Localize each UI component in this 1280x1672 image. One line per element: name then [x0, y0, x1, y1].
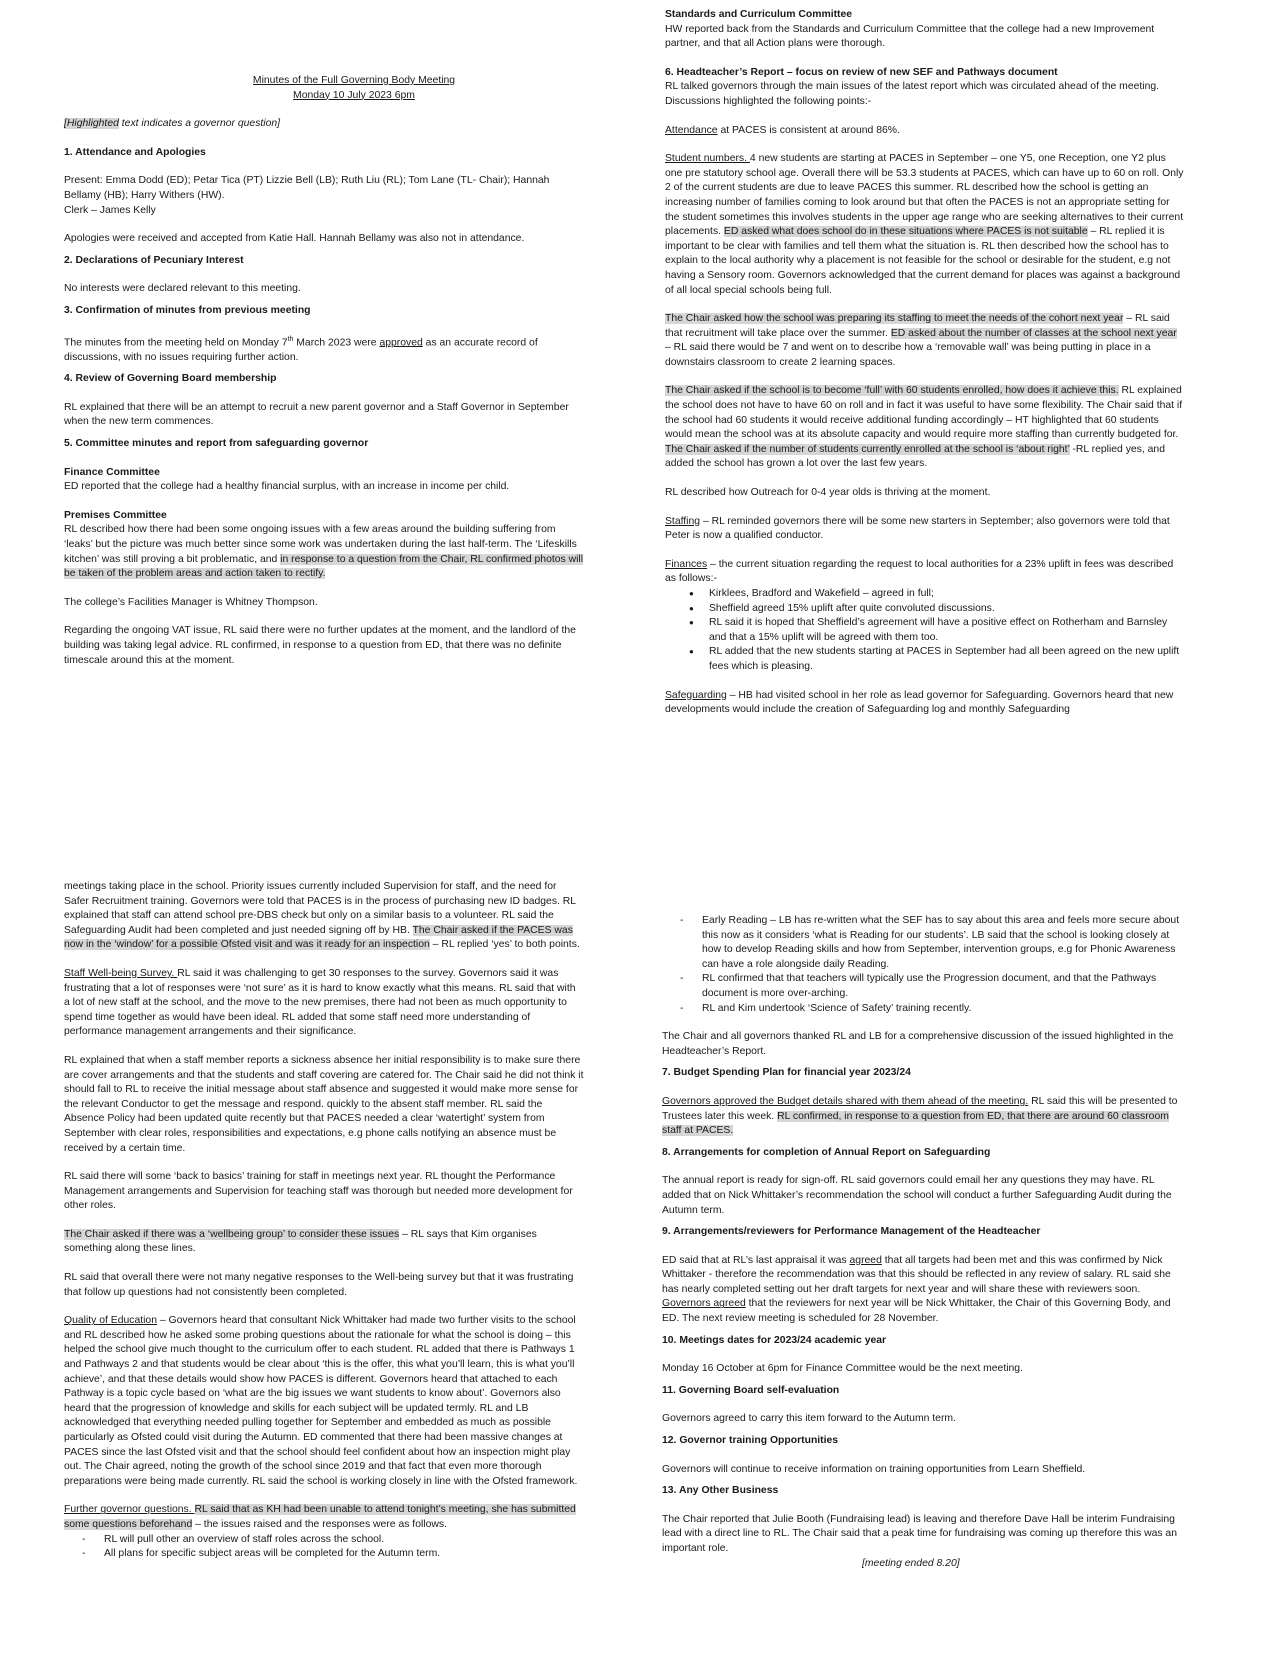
facilities-manager: The college’s Facilities Manager is Whitney Thompson.	[64, 596, 318, 608]
safeguarding: Safeguarding – HB had visited school in her role as lead governor for Safeguarding. Governors heard that new developments would include the creation of Safeguarding log and monthly Safeguarding	[665, 689, 1174, 716]
section-7-text: Governors approved the Budget details shared with them ahead of the meeting. RL said this will be presented to Trustees later this week. RL confirmed, in response to a question from ED, that there are around 60 classroom staff at PACES.	[662, 1095, 1178, 1137]
survey-overall: RL said that overall there were not many negative responses to the Well-being survey but that it was frustrating that follow up questions had not consistently been completed.	[64, 1272, 574, 1298]
standards-committee-heading: Standards and Curriculum Committee	[665, 9, 853, 20]
attendance: Attendance at PACES is consistent at around 86%.	[665, 124, 900, 136]
thanks: The Chair and all governors thanked RL and LB for a comprehensive discussion of the issued highlighted in the Headteacher’s Report.	[662, 1031, 1174, 1057]
staffing: Staffing – RL reminded governors there will be some new starters in September; also governors were told that Peter is now a qualified conductor.	[665, 515, 1170, 542]
section-11-heading: 11. Governing Board self-evaluation	[662, 1384, 840, 1396]
list-item: ● RL said it is hoped that Sheffield’s agreement will have a positive effect on Rotherham and Barnsley and that a 15% uplift will be agreed with them too.	[709, 616, 1185, 645]
section-2-text: No interests were declared relevant to this meeting.	[64, 283, 301, 295]
section-1-heading: 1. Attendance and Apologies	[64, 146, 206, 158]
section-6-heading: 6. Headteacher’s Report – focus on review of new SEF and Pathways document	[665, 66, 1058, 78]
section-11-text: Governors agreed to carry this item forward to the Autumn term.	[662, 1413, 956, 1425]
finances: Finances – the current situation regarding the request to local authorities for a 23% uplift in fees was described as follows:-	[665, 558, 1174, 585]
section-3-text: The minutes from the meeting held on Monday 7th March 2023 were approved as an accurate record of discussions, with no issues requiring further action.	[64, 335, 538, 363]
meeting-date: Monday 10 July 2023 6pm	[293, 89, 415, 101]
section-12-heading: 12. Governor training Opportunities	[662, 1435, 839, 1447]
page-1	[64, 0, 584, 668]
vat-issue: Regarding the ongoing VAT issue, RL said there were no further updates at the moment, and the landlord of the building was taking legal advice. RL confirmed, in response to a question from ED, that there was no definite timescale around this at the moment.	[64, 625, 576, 666]
list-item: - RL confirmed that that teachers will typically use the Progression document, and that the Pathways document is more over-arching.	[702, 972, 1182, 1001]
sickness-absence: RL explained that when a staff member reports a sickness absence her initial responsibility is to make sure there are cover arrangements and that the students and staff covering are catered for. The Chair said he did not think it should fall to RL to receive the initial message about staff absence and suggested it would make more sense for the relevant Conductor to get the message and respond. quickly to the absent staff member. RL said the Absence Policy had been updated quite recently but that PACES needed a clear ‘watertight’ system from September with clear roles, responsibilities and expectations, e.g phone calls notifying an absence must be received by a certain time.	[64, 1054, 584, 1154]
section-3-heading: 3. Confirmation of minutes from previous meeting	[64, 304, 311, 316]
section-2-heading: 2. Declarations of Pecuniary Interest	[64, 254, 244, 266]
list-item: ● Sheffield agreed 15% uplift after quite convoluted discussions.	[709, 602, 1185, 617]
section-9-heading: 9. Arrangements/reviewers for Performance Management of the Headteacher	[662, 1226, 1041, 1238]
outreach: RL described how Outreach for 0-4 year olds is thriving at the moment.	[665, 487, 991, 499]
meeting-ended: [meeting ended 8.20]	[862, 1557, 960, 1569]
student-numbers: Student numbers. 4 new students are starting at PACES in September – one Y5, one Reception, one Y2 plus one pre statutory school age. Overall there will be 53.3 students at PACES, which can have up to 60 on roll. Only 2 of the current students are due to leave PACES this summer. RL described how the school is getting an increasing number of families coming to look around but that often the PACES is not an appropriate setting for the student sometimes this involves students in the upper age range who are seeking alternatives to their current placements. ED asked what does school do in these situations where PACES is not suitable – RL replied it is important to be clear with families and tell them what the situation is. RL then described how the school has to explain to the local authority why a placement is not feasible for the school or desirable for the student, e.g not having a Sensory room. Governors acknowledged that the current demand for places was against a background of all local special schools being full.	[665, 153, 1184, 296]
back-to-basics: RL said there will some ‘back to basics’ training for staff in meetings next year. RL thought the Performance Management arrangements and Supervision for teaching staff was thorough but needed more development for other roles.	[64, 1171, 573, 1212]
section-7-heading: 7. Budget Spending Plan for financial year 2023/24	[662, 1067, 911, 1079]
list-item: ● RL added that the new students starting at PACES in September had all been agreed on the new uplift fees which is pleasing.	[709, 645, 1185, 674]
page-2	[665, 0, 1185, 718]
finance-committee-heading: Finance Committee	[64, 466, 160, 478]
full-capacity-question: The Chair asked if the school is to become ‘full’ with 60 students enrolled, how does it achieve this. RL explained the school does not have to have 60 on roll and in fact it was useful to have some flexibility. The Chair said that if the school had 60 students it would receive additional funding accordingly – HT highlighted that 60 students would mean the school was at its absolute capacity and would require more staffing than currently budgeted for. The Chair asked if the number of students currently enrolled at the school is ‘about right’ -RL replied yes, and added the school has grown a lot over the last few years.	[665, 385, 1183, 470]
section-5-heading: 5. Committee minutes and report from safeguarding governor	[64, 437, 369, 449]
section-6-text: RL talked governors through the main issues of the latest report which was circulated ahead of the meeting. Discussions highlighted the following points:-	[665, 81, 1160, 107]
premises-committee-heading: Premises Committee	[64, 509, 167, 521]
list-item: - All plans for specific subject areas will be completed for the Autumn term.	[104, 1547, 584, 1562]
list-item: - Early Reading – LB has re-written what the SEF has to say about this area and feels more secure about this now as it considers ‘what is Reading for our students’. LB said that the school is looking closely at how to develop Reading skills and how from September, intervention groups, e.g for Phonic Awareness can have a role alongside daily Reading.	[702, 914, 1182, 972]
section-4-text: RL explained that there will be an attempt to recruit a new parent governor and a Staff Governor in September when the new term commences.	[64, 401, 569, 428]
section-9-text: ED said that at RL’s last appraisal it was agreed that all targets had been met and this was confirmed by Nick Whittaker - therefore the recommendation was that this should be reflected in any review of salary. RL said she has nearly completed setting out her draft targets for next year and will share these with reviewers soon. Governors agreed that the reviewers for next year will be Nick Whittaker, the Chair of this Governing Body, and ED. The next review meeting is scheduled for 28 November.	[662, 1254, 1171, 1325]
section-10-heading: 10. Meetings dates for 2023/24 academic year	[662, 1334, 887, 1346]
page-3	[64, 880, 584, 1562]
safeguarding-continued: meetings taking place in the school. Priority issues currently included Supervision for staff, and the need for Safer Recruitment training. Governors were told that PACES is in the process of purchasing new ID badges. RL explained that staff can attend school pre-DBS check but only on a similar basis to a volunteer. RL said the Safeguarding Audit had been completed and just needed signing off by HB. The Chair asked if the PACES was now in the ‘window’ for a possible Ofsted visit and was it ready for an inspection – RL replied ‘yes’ to both points.	[64, 881, 580, 951]
section-8-text: The annual report is ready for sign-off. RL said governors could email her any questions they may have. RL added that on Nick Whittaker’s recommendation the school will conduct a further Safeguarding Audit during the Autumn term.	[662, 1175, 1172, 1216]
section-13-text: The Chair reported that Julie Booth (Fundraising lead) is leaving and therefore Dave Hall be interim Fundraising lead with a direct line to RL. The Chair said that a peak time for fundraising was coming up therefore this was an important role.	[662, 1513, 1177, 1554]
further-questions: Further governor questions. RL said that as KH had been unable to attend tonight’s meeting, she has submitted some questions beforehand – the issues raised and the responses were as follows.	[64, 1504, 576, 1530]
apologies: Apologies were received and accepted from Katie Hall. Hannah Bellamy was also not in attendance.	[64, 233, 525, 245]
clerk: Clerk – James Kelly	[64, 204, 156, 216]
reading-list	[662, 914, 1182, 1016]
section-10-text: Monday 16 October at 6pm for Finance Committee would be the next meeting.	[662, 1363, 1023, 1375]
highlight-note: [Highlighted text indicates a governor question]	[64, 118, 281, 130]
finance-committee-text: ED reported that the college had a healthy financial surplus, with an increase in income per child.	[64, 481, 510, 493]
section-13-heading: 13. Any Other Business	[662, 1485, 779, 1497]
staffing-question: The Chair asked how the school was preparing its staffing to meet the needs of the cohort next year – RL said that recruitment will take place over the summer. ED asked about the number of classes at the school next year – RL said there would be 7 and went on to describe how a ‘removable wall’ was being putting in place in a downstairs classroom to create 2 learning spaces.	[665, 313, 1177, 368]
standards-committee-text: HW reported back from the Standards and Curriculum Committee that the college had a new Improvement partner, and that all Action plans were thorough.	[665, 23, 1155, 50]
quality-of-education: Quality of Education – Governors heard that consultant Nick Whittaker had made two further visits to the school and RL described how he asked some probing questions about the rationale for what the school is doing – this helped the school give much thought to the curriculum offer to each student. RL added that there is Pathways 1 and Pathways 2 and that students would be clear about ‘this is the offer, this what you’ll learn, this is what you’ll achieve’, and that these details would show how PACES is different. Governors heard that attached to each Pathway is a topic cycle based on ‘what are the big issues we want students to know about’. Governors also heard that the progression of knowledge and skills for each subject will be updated termly. RL and LB acknowledged that everything needed pulling together for September and embedded as much as possible particularly as Ofsted could visit during the Autumn. ED commented that there had been massive changes at PACES since the last Ofsted visit and that the school should feel confident about how an inspection might play out. The Chair agreed, noting the growth of the school since 2019 and that fact that even more thorough preparations were being made currently. RL said the school is working closely in line with the Ofsted framework.	[64, 1315, 578, 1487]
list-item: - RL will pull other an overview of staff roles across the school.	[104, 1533, 584, 1548]
finances-list	[665, 587, 1185, 675]
present-list: Present: Emma Dodd (ED); Petar Tica (PT) Lizzie Bell (LB); Ruth Liu (RL); Tom Lane (TL- Chair); Hannah Bellamy (HB); Harry Withers (HW).	[64, 175, 550, 201]
page-4	[662, 880, 1182, 1571]
section-12-text: Governors will continue to receive information on training opportunities from Learn Sheffield.	[662, 1463, 1086, 1475]
section-8-heading: 8. Arrangements for completion of Annual Report on Safeguarding	[662, 1146, 991, 1158]
staff-wellbeing-survey: Staff Well-being Survey. RL said it was challenging to get 30 responses to the survey. Governors said it was frustrating that a lot of responses were ‘not sure’ as it is hard to know exactly what this means. RL said that with a lot of new staff at the school, and the move to the new premises, there had not been as much opportunity to spend time together as would have been ideal. RL added that some staff need more understanding of performance management arrangements and their significance.	[64, 967, 576, 1038]
section-4-heading: 4. Review of Governing Board membership	[64, 373, 277, 385]
minutes-title: Minutes of the Full Governing Body Meeting	[252, 75, 456, 86]
list-item: - RL and Kim undertook ‘Science of Safety’ training recently.	[702, 1002, 1182, 1017]
premises-committee-text: RL described how there had been some ongoing issues with a few areas around the building suffering from ‘leaks’ but the picture was much better since some work was undertaken during the last half-term. The ‘Lifeskills kitchen’ was still proving a bit problematic, and in response to a question from the Chair, RL confirmed photos will be taken of the problem areas and action taken to rectify.	[64, 524, 584, 580]
further-questions-list	[64, 1533, 584, 1562]
list-item: ● Kirklees, Bradford and Wakefield – agreed in full;	[709, 587, 1185, 602]
wellbeing-group: The Chair asked if there was a ‘wellbeing group’ to consider these issues – RL says that Kim organises something along these lines.	[64, 1228, 537, 1255]
